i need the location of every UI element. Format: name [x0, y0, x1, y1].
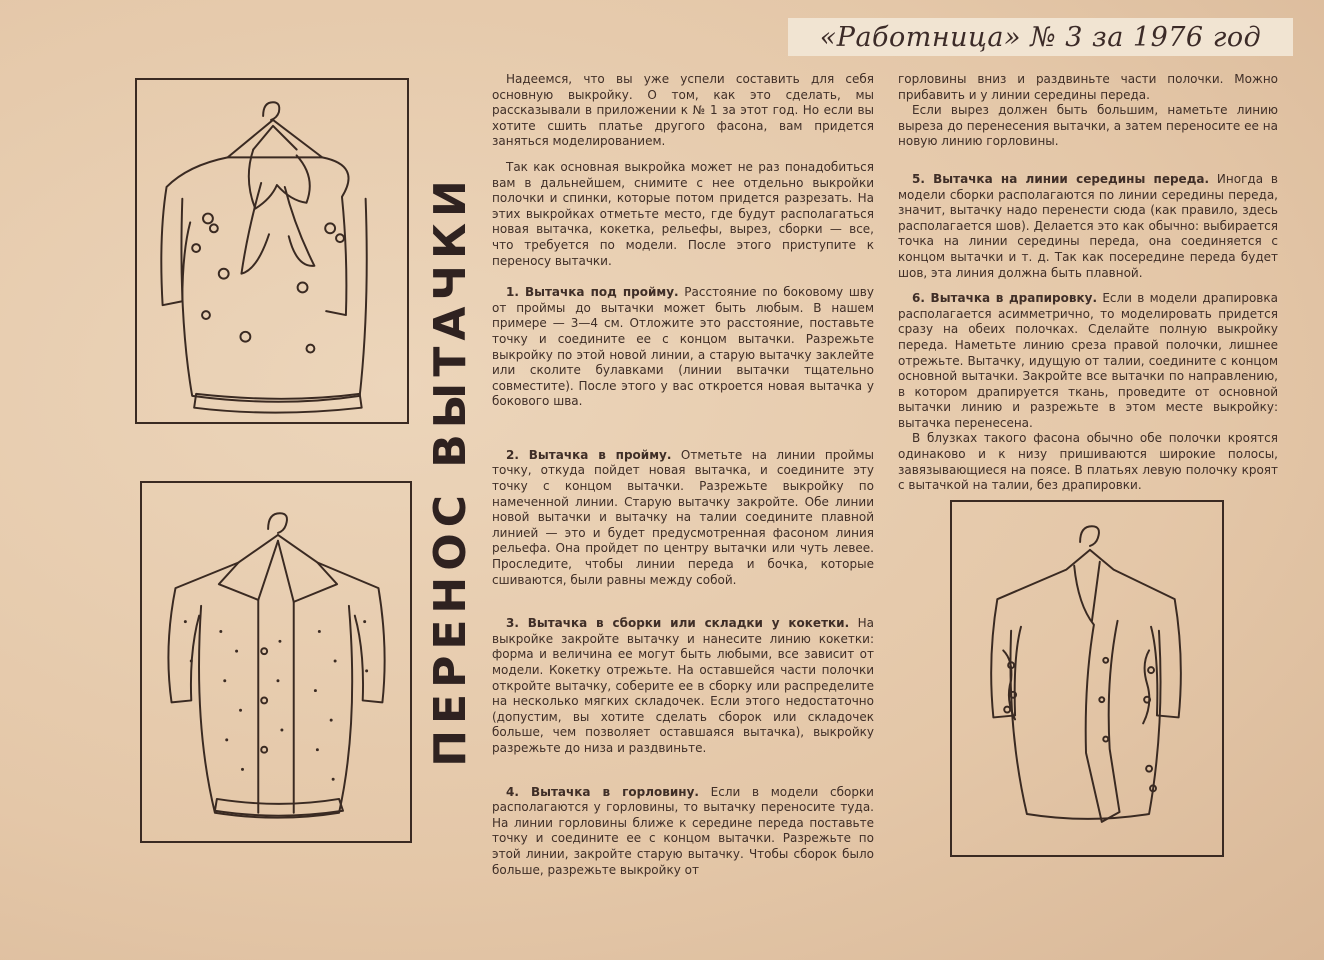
- text-column-2: [898, 72, 1278, 494]
- intro-paragraph-1: Надеемся, что вы уже успели составить для себя основную выкройку. О том, как это сделать, мы рассказывали в приложении к № 1 за этот год. Но если вы хотите сшить платье другого фасона, вам придется заняться моделированием.: [492, 72, 874, 149]
- intro-paragraph-2: Так как основная выкройка может не раз понадобиться вам в дальнейшем, снимите с нее отдельно выкройки полочки и спинки, которые потом придется разрезать. На этих выкройках отметьте место, где будут располагаться новая вытачка, кокетка, рельефы, вырез, сборки — все, что требуется по модели. После этого приступите к переносу вытачки.: [492, 159, 874, 268]
- section-2: [492, 448, 874, 588]
- article-title: [426, 80, 474, 860]
- section-5: [898, 172, 1278, 281]
- dotted-blouse-drawing: [142, 483, 410, 841]
- neckline-paragraph: Если вырез должен быть большим, наметьте линию выреза до перенесения вытачки, а затем переносите ее на новую линию горловины.: [898, 103, 1278, 149]
- section-3-title: 3. Вытачка в сборки или складки у кокетки.: [506, 616, 850, 631]
- illustration-dotted-blouse-with-collar: [140, 481, 412, 843]
- publication-header: «Работница» № 3 за 1976 год: [788, 18, 1293, 56]
- section-2-text: Отметьте на линии проймы точку, откуда пойдет новая вытачка, и соедините эту точку с концом вытачки. Разрежьте выкройку по намеченной линии. Старую вытачку закройте. Обе линии новой вытачки и вытачку на талии соедините плавной линией — это и будет предусмотренная фасоном линия рельефа. Она пройдет по центру вытачки или чуть левее. Проследите, чтобы линии переда и бочка, которые сшиваются, были равны между собой.: [492, 447, 874, 587]
- section-3-text: На выкройке закройте вытачку и нанесите линию кокетки: форма и величина ее могут быть любыми, все зависит от модели. Кокетку отрежьте. На оставшейся части полочки откройте вытачку, соберите ее в сборку или распределите на несколько мягких складочек. Если этого недостаточно (допустим, вы хотите сделать сборок или складочек больше, чем позволяет оставшаяся вытачка), выкройку разрежьте до низа и раздвиньте.: [492, 616, 874, 755]
- blouse-with-bow-drawing: [137, 80, 407, 422]
- section-4-title: 4. Вытачка в горловину.: [506, 784, 699, 799]
- section-1-text: Расстояние по боковому шву от проймы до вытачки может быть любым. В нашем примере — 3—4 см. Отложите это расстояние, поставьте точку и соедините ее с концом вытачки. Разрежьте выкройку по этой новой линии, а старую вытачку заклейте или сколите булавками (линии вытачки тщательно совместите). После этого у вас откроется новая вытачка у бокового шва.: [492, 285, 874, 409]
- section-6-extra: В блузках такого фасона обычно обе полочки кроятся одинаково и к низу пришиваются широкие полосы, завязывающиеся на поясе. В платьях левую полочку кроят с вытачкой на талии, без драпировки.: [898, 431, 1278, 493]
- article-title-text: ПЕРЕНОС ВЫТАЧКИ: [424, 173, 476, 767]
- section-6-text: Если в модели драпировка располагается асимметрично, то моделировать придется сразу на обеих полочках. Сделайте полную выкройку переда. Наметьте линию среза правой полочки, лишнее отрежьте. Вытачку, идущую от талии, соедините с концом основной вытачки. Закройте все вытачки по направлению, в котором драпируется ткань, проведите от основной вытачки линию и разрежьте в этом месте выкройку: вытачка перенесена.: [898, 291, 1278, 430]
- section-1: [492, 285, 874, 410]
- section-5-text: Иногда в модели сборки располагаются по линии середины переда, значит, вытачку надо перенести сюда (как правило, здесь располагается шов). Делается это как обычно: выбирается точка на линии середины переда, она соединяется с концом вытачки и т. д. Так как посередине переда будет шов, эта линия должна быть плавной.: [898, 171, 1278, 280]
- section-2-title: 2. Вытачка в пройму.: [506, 447, 672, 462]
- blouse-with-scarf-drawing: [952, 502, 1222, 855]
- continued-paragraph: горловины вниз и раздвиньте части полочки. Можно прибавить и у линии середины переда.: [898, 72, 1278, 102]
- section-5-title: 5. Вытачка на линии середины переда.: [912, 171, 1210, 186]
- section-1-title: 1. Вытачка под пройму.: [506, 285, 679, 300]
- illustration-blouse-with-bow: [135, 78, 409, 424]
- section-6: [898, 291, 1278, 431]
- text-column-1: [492, 72, 874, 878]
- section-3: [492, 616, 874, 756]
- illustration-blouse-with-scarf: [950, 500, 1224, 857]
- section-4-text: Если в модели сборки располагаются у горловины, то вытачку переносите туда. На линии горловины ближе к середине переда поставьте точку и соедините ее с концом вытачки. Разрежьте по этой линии, закройте старую вытачку. Чтобы сборок было больше, разрежьте выкройку от: [492, 784, 874, 877]
- section-4: [492, 785, 874, 879]
- section-6-title: 6. Вытачка в драпировку.: [912, 291, 1098, 306]
